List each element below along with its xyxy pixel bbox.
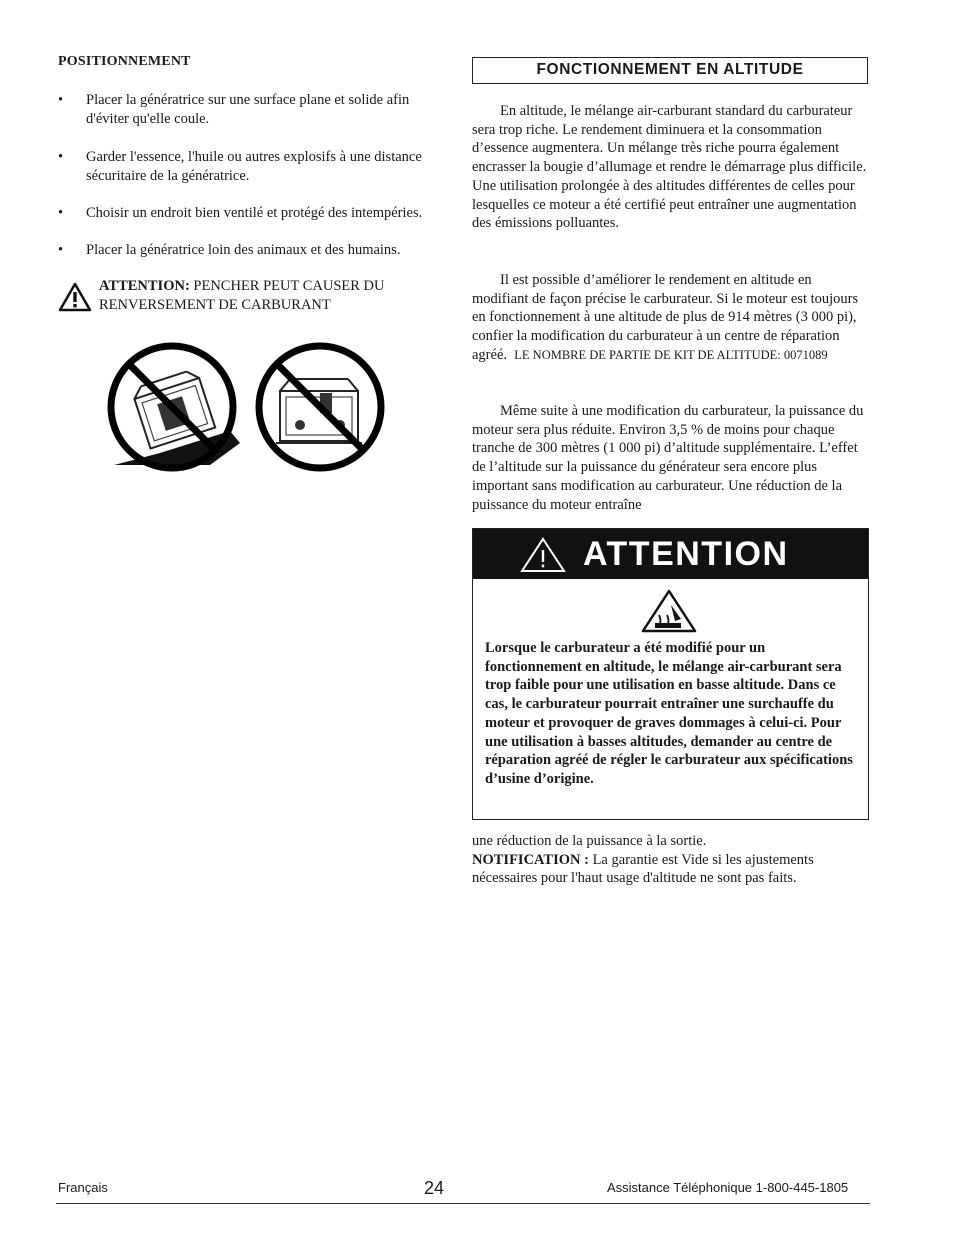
tilted-generator-prohibited-icon [111,346,240,468]
bullet-mark: • [58,205,64,221]
continuation-block [472,832,868,888]
warning-triangle-icon [519,536,567,579]
warning-triangle-icon [58,282,92,318]
notification-text: La garantie est Vide si les ajustements nécessaires pour l'haut usage d'altitude ne sont pas faits. [472,851,814,887]
bullet-text: Garder l'essence, l'huile ou autres explosifs à une distance sécuritaire de la génératrice. [86,149,422,184]
bullet-text: Placer la génératrice sur une surface plane et solide afin d'éviter qu'elle coule. [86,92,410,127]
notification [472,851,868,888]
bullet-mark: • [58,149,64,165]
footer-language: Français [58,1180,108,1195]
bullet-item [58,91,453,131]
attention-text: Lorsque le carburateur a été modifié pour un fonctionnement en altitude, le mélange air-carburant sera trop faible pour une utilisation en basse altitude. Dans ce cas, le carburateur pourrait entraîner une surchauffe du moteur et provoquer de graves dommages à celui-ci. Pour une utilisation à basses altitudes, demander au centre de réparation agréé de régler le carburateur aux spécifications d’usine d’origine. [485,640,853,787]
altitude-paragraph-2: Il est possible d’améliorer le rendement en altitude en modifiant de façon précise le carburateur. Si le moteur est toujours en fonctionnement à une altitude de plus de 914 mètres (3 000 pi), confier la modification du carburateur à un centre de réparation agréé. LE NOMBRE DE PARTIE DE KIT DE ALTITUDE: 0071089 [472,272,859,363]
page-number: 24 [424,1178,445,1198]
altitude-kit-number: LE NOMBRE DE PARTIE DE KIT DE ALTITUDE: 0071089 [514,347,828,362]
tilt-warning-text: PENCHER PEUT CAUSER DU RENVERSEMENT DE CARBURANT [99,278,385,313]
footer-phone: Assistance Téléphonique 1-800-445-1805 [607,1180,849,1195]
attention-header [473,529,868,579]
no-tilt-illustrations [100,333,390,478]
bullet-text: Choisir un endroit bien ventilé et protégé des intempéries. [86,205,423,221]
bullet-mark: • [58,92,64,108]
attention-title: ATTENTION [583,535,789,573]
altitude-paragraph-1: En altitude, le mélange air-carburant standard du carburateur sera trop riche. Le rendement diminuera et la consommation d’essence augmentera. Un mélange très riche pourra également encrasser la bougie d’allumage et rendre le démarrage plus difficile. Une utilisation prolongée à des altitudes différentes de celles pour lesquelles ce moteur a été certifié peut entraîner une augmentation des émissions polluantes. [472,103,867,232]
upright-generator-prohibited-icon [259,346,381,468]
section-title: FONCTIONNEMENT EN ALTITUDE [472,57,868,84]
hot-surface-icon [641,589,697,638]
bullet-mark: • [58,242,64,258]
bullet-item [58,204,453,224]
tilt-warning-label: ATTENTION: [99,278,190,294]
notification-label: NOTIFICATION : [472,851,589,868]
bullet-item [58,148,453,188]
attention-box [472,528,869,820]
positioning-heading: POSITIONNEMENT [58,54,191,69]
continuation-text: une réduction de la puissance à la sortie. [472,833,707,849]
altitude-paragraph-3: Même suite à une modification du carburateur, la puissance du moteur sera plus réduite. Environ 3,5 % de moins pour chaque tranche de 300 mètres (1 000 pi) d’altitude supplémentaire. L’effet de l’altitude sur la puissance du générateur sera encore plus important sans modification au carburateur. Une réduction de la puissance du moteur entraîne [472,403,864,513]
bullet-text: Placer la génératrice loin des animaux et des humains. [86,242,401,258]
footer-divider [56,1203,870,1204]
bullet-item [58,241,453,261]
